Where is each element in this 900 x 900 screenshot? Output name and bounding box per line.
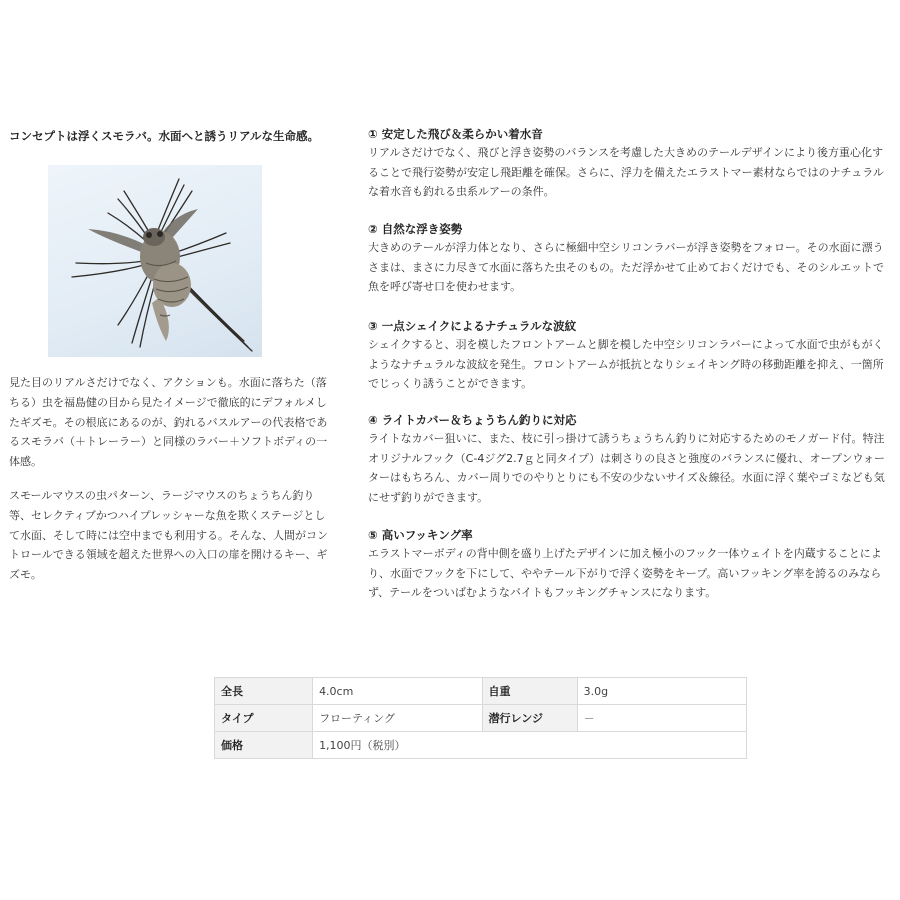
spec-key-price: 価格 xyxy=(215,732,313,759)
feature-1-body: リアルさだけでなく、飛びと浮き姿勢のバランスを考慮した大きめのテールデザインにより後方重心化することで飛行姿勢が安定し飛距離を確保。さらに、浮力を備えたエラストマー素材ならではのナチュラルな着水音も釣れる虫系ルアーの条件。 xyxy=(368,146,884,199)
spec-key-weight: 自重 xyxy=(482,678,577,705)
feature-3 xyxy=(368,317,890,394)
concept-paragraph-2: スモールマウスの虫パターン、ラージマウスのちょうちん釣り等、セレクティブかつハイプレッシャーな魚を欺くステージとして水面、そして時には空中までも利用する。そんな、人間がコントロールできる領域を超えた世界への入口の扉を開けるキー、ギズモ。 xyxy=(9,489,328,582)
spec-key-type: タイプ xyxy=(215,705,313,732)
feature-4 xyxy=(368,411,890,507)
feature-3-body: シェイクすると、羽を模したフロントアームと脚を模した中空シリコンラバーによって水面で虫がもがくようなナチュラルな波紋を発生。フロントアームが抵抗となりシェイキング時の移動距離を抑え、一箇所でじっくり誘うことができます。 xyxy=(368,338,884,391)
feature-5-body: エラストマーボディの背中側を盛り上げたデザインに加え極小のフック一体ウェイトを内蔵することにより、水面でフックを下にして、ややテール下がりで浮く姿勢をキープ。高いフッキング率を誇るのみならず、テールをついばむようなバイトもフッキングチャンスになります。 xyxy=(368,547,882,600)
spec-value-type: フローティング xyxy=(313,705,482,732)
feature-2-title: ② 自然な浮き姿勢 xyxy=(368,222,463,236)
concept-headline: コンセプトは浮くスモラバ。水面へと誘うリアルな生命感。 xyxy=(9,129,320,143)
feature-1-title: ① 安定した飛び＆柔らかい着水音 xyxy=(368,127,543,141)
spec-row-price xyxy=(215,732,747,759)
feature-5-title: ⑤ 高いフッキング率 xyxy=(368,528,473,542)
concept-paragraph-1: 見た目のリアルさだけでなく、アクションも。水面に落ちた（落ちる）虫を福島健の目から見たイメージで徹底的にデフォルメしたギズモ。その根底にあるのが、釣れるバスルアーの代表格であるスモラバ（＋トレーラー）と同様のラバー＋ソフトボディの一体感。 xyxy=(9,376,328,469)
feature-5 xyxy=(368,526,890,603)
spec-value-price: 1,100円（税別） xyxy=(313,732,747,759)
feature-4-title: ④ ライトカバー＆ちょうちん釣りに対応 xyxy=(368,413,577,427)
spec-value-diving-range: － xyxy=(577,705,746,732)
feature-2 xyxy=(368,220,890,297)
feature-1 xyxy=(368,125,890,202)
insect-lure-illustration xyxy=(48,165,262,357)
spec-key-length: 全長 xyxy=(215,678,313,705)
product-image-insect-lure xyxy=(48,165,262,357)
feature-4-body: ライトなカバー狙いに、また、枝に引っ掛けて誘うちょうちん釣りに対応するためのモノガード付。特注オリジナルフック（C-4ジグ2.7ｇと同タイプ）は刺さりの良さと強度のバランスに優れ、オープンウォーターはもちろん、カバー周りでのやりとりにも不安の少ないサイズ＆線径。水面に浮く葉やゴミなども気にせず釣りができます。 xyxy=(368,432,886,504)
spec-row-type-range xyxy=(215,705,747,732)
spec-value-weight: 3.0g xyxy=(577,678,746,705)
spec-row-length-weight xyxy=(215,678,747,705)
spec-value-length: 4.0cm xyxy=(313,678,482,705)
feature-2-body: 大きめのテールが浮力体となり、さらに極細中空シリコンラバーが浮き姿勢をフォロー。その水面に漂うさまは、まさに力尽きて水面に落ちた虫そのもの。ただ浮かせて止めておくだけでも、そのシルエットで魚を呼び寄せ口を使わせます。 xyxy=(368,241,885,294)
spec-key-diving-range: 潜行レンジ xyxy=(482,705,577,732)
spec-table xyxy=(214,677,747,759)
feature-3-title: ③ 一点シェイクによるナチュラルな波紋 xyxy=(368,319,577,333)
